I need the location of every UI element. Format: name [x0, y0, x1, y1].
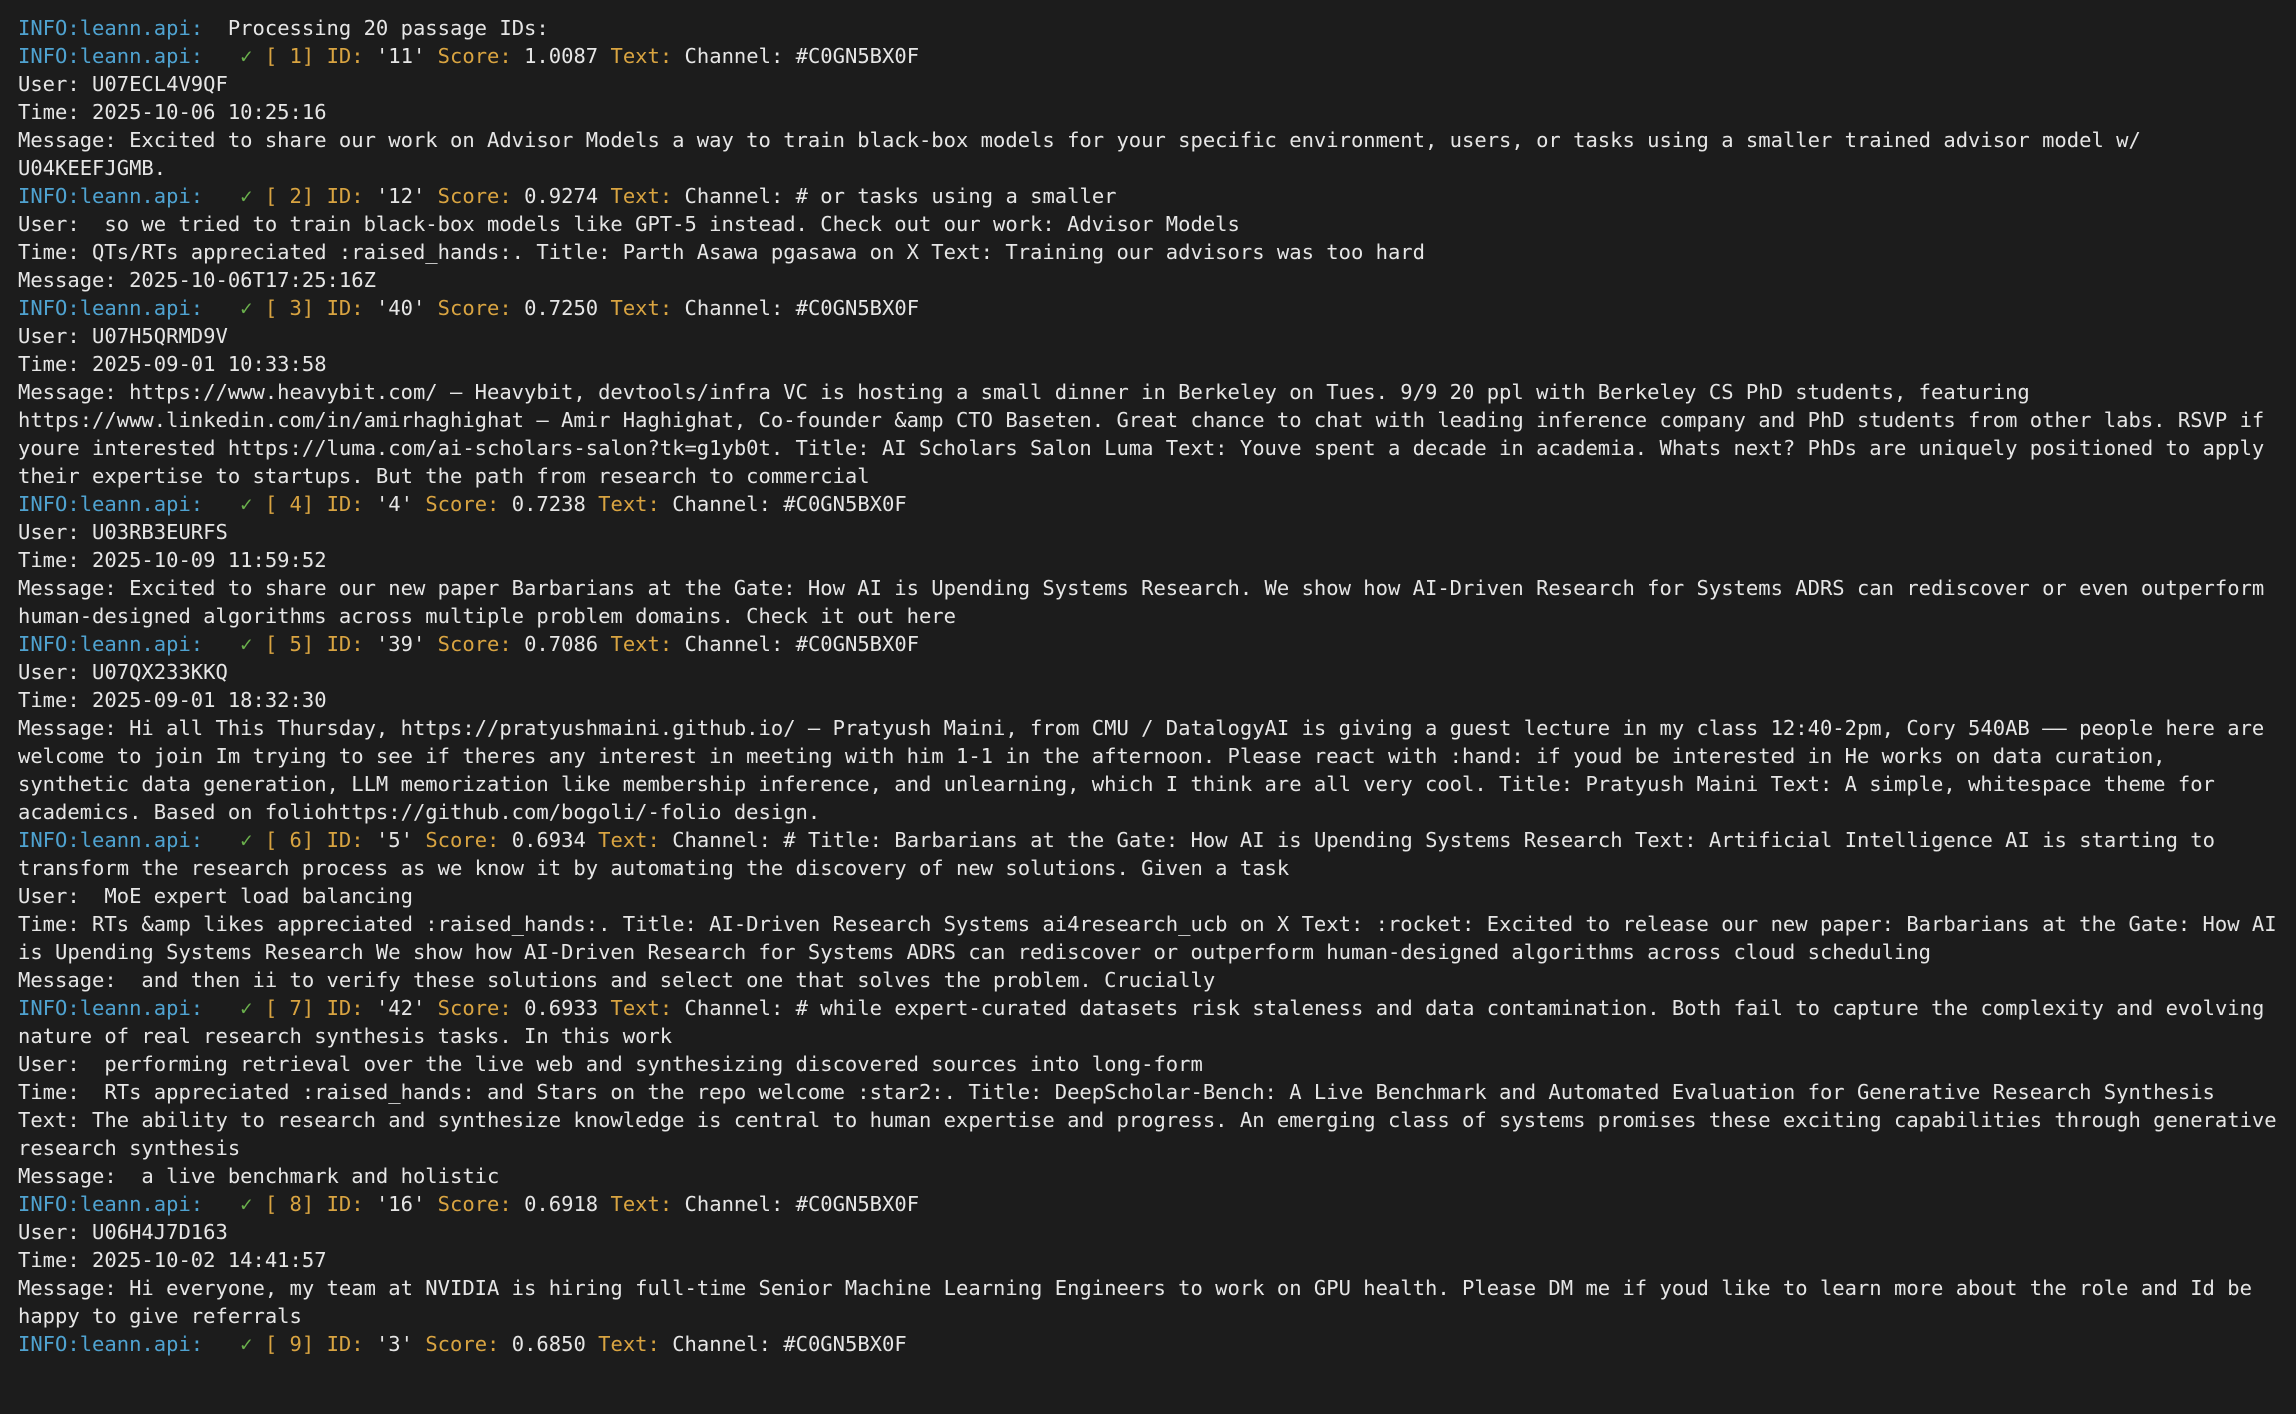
- log-segment: Time: 2025-10-09 11:59:52: [18, 548, 327, 572]
- log-line: [18, 98, 2278, 126]
- log-segment: User: performing retrieval over the live web and synthesizing discovered sources into long-form: [18, 1052, 1203, 1076]
- log-segment: ✓: [240, 1332, 253, 1356]
- log-segment: 0.6850: [499, 1332, 599, 1356]
- log-segment: '3': [363, 1332, 426, 1356]
- log-line: [18, 182, 2278, 210]
- log-segment: Message: Hi everyone, my team at NVIDIA is hiring full-time Senior Machine Learning Engineers to work on GPU health. Please DM me if youd like to learn more about the role and Id be happy to give referrals: [18, 1276, 2265, 1328]
- log-line: [18, 1330, 2278, 1358]
- log-segment: [314, 492, 326, 516]
- log-segment: Text:: [598, 1332, 660, 1356]
- log-line: [18, 966, 2278, 994]
- log-segment: '5': [363, 828, 426, 852]
- log-segment: Channel: #C0GN5BX0F: [672, 296, 920, 320]
- log-segment: [314, 828, 326, 852]
- log-segment: Score:: [425, 828, 500, 852]
- log-line: [18, 826, 2278, 882]
- log-line: [18, 1078, 2289, 1162]
- log-segment: Time: 2025-09-01 18:32:30: [18, 688, 327, 712]
- log-segment: Channel: # while expert-curated datasets risk staleness and data contamination. Both fail to capture the complexity and evolving nature of real research synthesis tasks. In this work: [18, 996, 2277, 1048]
- log-segment: [253, 828, 265, 852]
- log-line: [18, 882, 2278, 910]
- log-segment: ID:: [326, 1192, 364, 1216]
- log-segment: Text:: [610, 44, 673, 68]
- log-segment: 0.7238: [499, 492, 599, 516]
- log-segment: Text:: [598, 828, 660, 852]
- log-segment: [314, 1192, 326, 1216]
- log-line: [18, 42, 2278, 70]
- log-segment: ID:: [326, 996, 364, 1020]
- log-line: [18, 490, 2278, 518]
- log-line: [18, 1274, 2278, 1330]
- log-segment: ✓: [240, 996, 253, 1020]
- log-line: [18, 630, 2278, 658]
- log-segment: User: U07H5QRMD9V: [18, 324, 228, 348]
- log-segment: [203, 296, 240, 320]
- log-segment: [203, 492, 240, 516]
- log-segment: Time: 2025-09-01 10:33:58: [18, 352, 327, 376]
- log-segment: [314, 1332, 326, 1356]
- log-segment: ID:: [326, 184, 364, 208]
- log-line: [18, 1218, 2278, 1246]
- log-segment: [253, 1332, 265, 1356]
- log-segment: User: U03RB3EURFS: [18, 520, 228, 544]
- log-segment: ✓: [240, 184, 253, 208]
- log-line: [18, 126, 2278, 182]
- log-segment: Score:: [437, 632, 512, 656]
- log-segment: ✓: [240, 1192, 253, 1216]
- log-segment: Text:: [610, 296, 673, 320]
- log-segment: Text:: [598, 492, 660, 516]
- log-segment: ID:: [326, 296, 364, 320]
- log-line: [18, 658, 2278, 686]
- log-segment: Channel: #C0GN5BX0F: [672, 632, 920, 656]
- log-segment: [ 1]: [264, 44, 315, 68]
- log-segment: '42': [363, 996, 438, 1020]
- log-segment: [ 6]: [264, 828, 315, 852]
- log-segment: [ 4]: [264, 492, 315, 516]
- log-segment: Score:: [437, 296, 512, 320]
- log-segment: Message: and then ii to verify these solutions and select one that solves the problem. Crucially: [18, 968, 1216, 992]
- log-segment: Score:: [437, 996, 512, 1020]
- log-segment: Score:: [425, 492, 500, 516]
- log-segment: Channel: # Title: Barbarians at the Gate: How AI is Upending Systems Research Text: Artificial Intelligence AI is starting to transform the research process as we know it by automating the discovery of new solutions. Given a task: [18, 828, 2228, 880]
- log-segment: [203, 44, 240, 68]
- log-segment: Channel: #C0GN5BX0F: [672, 1192, 920, 1216]
- log-line: [18, 1050, 2278, 1078]
- log-segment: [253, 296, 265, 320]
- log-line: [18, 518, 2278, 546]
- log-segment: '12': [363, 184, 438, 208]
- log-line: [18, 1162, 2278, 1190]
- log-segment: Score:: [425, 1332, 500, 1356]
- log-segment: [ 3]: [264, 296, 315, 320]
- log-segment: [ 8]: [264, 1192, 315, 1216]
- log-segment: ✓: [240, 296, 253, 320]
- log-line: [18, 686, 2278, 714]
- log-segment: INFO:leann.api:: [18, 296, 204, 320]
- log-segment: Message: a live benchmark and holistic: [18, 1164, 500, 1188]
- log-segment: [314, 296, 326, 320]
- log-segment: [253, 1192, 265, 1216]
- log-segment: Time: QTs/RTs appreciated :raised_hands:. Title: Parth Asawa pgasawa on X Text: Training our advisors was too hard: [18, 240, 1425, 264]
- log-segment: INFO:leann.api:: [18, 44, 204, 68]
- log-line: [18, 546, 2278, 574]
- log-segment: [203, 1332, 240, 1356]
- log-segment: [ 2]: [264, 184, 315, 208]
- log-segment: Score:: [437, 1192, 512, 1216]
- log-segment: Channel: #C0GN5BX0F: [659, 492, 907, 516]
- log-segment: [203, 1192, 240, 1216]
- log-segment: Time: RTs appreciated :raised_hands: and Stars on the repo welcome :star2:. Title: DeepScholar-Bench: A Live Benchmark and Automated Evaluation for Generative Research Synthesis Text: The ability to research and synthesize knowledge is central to human expertise and progress. An emerging class of systems promises these exciting capabilities through generative research synthesis: [18, 1080, 2289, 1160]
- log-segment: Time: 2025-10-02 14:41:57: [18, 1248, 327, 1272]
- log-line: [18, 238, 2278, 266]
- log-segment: [203, 632, 240, 656]
- log-segment: Text:: [610, 1192, 673, 1216]
- log-segment: [314, 996, 326, 1020]
- log-line: [18, 266, 2278, 294]
- log-segment: User: U07QX233KKQ: [18, 660, 228, 684]
- log-segment: [253, 492, 265, 516]
- log-line: [18, 994, 2278, 1050]
- log-segment: Time: 2025-10-06 10:25:16: [18, 100, 327, 124]
- log-segment: User: U06H4J7D163: [18, 1220, 228, 1244]
- log-segment: User: so we tried to train black-box models like GPT-5 instead. Check out our work: Advisor Models: [18, 212, 1240, 236]
- log-segment: Channel: # or tasks using a smaller: [672, 184, 1117, 208]
- log-segment: Score:: [437, 44, 512, 68]
- log-line: [18, 714, 2278, 826]
- log-segment: Message: Excited to share our new paper Barbarians at the Gate: How AI is Upending Systems Research. We show how AI-Driven Research for Systems ADRS can rediscover or even outperform human-designed algorithms across multiple problem domains. Check it out here: [18, 576, 2277, 628]
- log-segment: Time: RTs &amp likes appreciated :raised_hands:. Title: AI-Driven Research Systems ai4research_ucb on X Text: :rocket: Excited to release our new paper: Barbarians at the Gate: How AI is Upending Systems Research We show how AI-Driven Research for Systems ADRS can rediscover or outperform human-designed algorithms across cloud scheduling: [18, 912, 2289, 964]
- log-segment: ✓: [240, 828, 253, 852]
- log-segment: Score:: [437, 184, 512, 208]
- log-segment: 1.0087: [511, 44, 611, 68]
- log-segment: 0.6933: [511, 996, 611, 1020]
- log-line: [18, 294, 2278, 322]
- log-segment: Channel: #C0GN5BX0F: [659, 1332, 907, 1356]
- log-segment: ID:: [326, 492, 364, 516]
- log-segment: Message: 2025-10-06T17:25:16Z: [18, 268, 376, 292]
- log-segment: 0.6934: [499, 828, 599, 852]
- log-segment: ID:: [326, 1332, 364, 1356]
- log-segment: INFO:leann.api:: [18, 828, 204, 852]
- log-segment: Message: https://www.heavybit.com/ — Heavybit, devtools/infra VC is hosting a small dinner in Berkeley on Tues. 9/9 20 ppl with Berkeley CS PhD students, featuring https://www.linkedin.com/in/amirhaghighat — Amir Haghighat, Co-founder &amp CTO Baseten. Great chance to chat with leading inference company and PhD students from other labs. RSVP if youre interested https://luma.com/ai-scholars-salon?tk=g1yb0t. Title: AI Scholars Salon Luma Text: Youve spent a decade in academia. Whats next? PhDs are uniquely positioned to apply their expertise to startups. But the path from research to commercial: [18, 380, 2277, 488]
- log-line: [18, 210, 2278, 238]
- log-segment: INFO:leann.api:: [18, 16, 204, 40]
- log-segment: [253, 996, 265, 1020]
- log-segment: Processing 20 passage IDs:: [203, 16, 549, 40]
- log-segment: User: MoE expert load balancing: [18, 884, 413, 908]
- log-segment: [203, 184, 240, 208]
- log-line: [18, 378, 2278, 490]
- log-segment: Text:: [610, 184, 673, 208]
- log-segment: [314, 184, 326, 208]
- log-segment: ID:: [326, 828, 364, 852]
- log-segment: [253, 44, 265, 68]
- log-segment: '4': [363, 492, 426, 516]
- log-segment: ID:: [326, 44, 364, 68]
- log-segment: INFO:leann.api:: [18, 1332, 204, 1356]
- log-segment: 0.6918: [511, 1192, 611, 1216]
- log-line: [18, 1246, 2278, 1274]
- log-segment: [ 9]: [264, 1332, 315, 1356]
- log-segment: [ 5]: [264, 632, 315, 656]
- log-segment: ✓: [240, 632, 253, 656]
- log-segment: [314, 632, 326, 656]
- log-segment: [253, 632, 265, 656]
- log-segment: Message: Excited to share our work on Advisor Models a way to train black-box models for your specific environment, users, or tasks using a smaller trained advisor model w/ U04KEEFJGMB.: [18, 128, 2154, 180]
- log-segment: '40': [363, 296, 438, 320]
- log-segment: [253, 184, 265, 208]
- log-segment: INFO:leann.api:: [18, 632, 204, 656]
- log-line: [18, 14, 2278, 42]
- log-segment: '16': [363, 1192, 438, 1216]
- log-segment: 0.9274: [511, 184, 611, 208]
- log-line: [18, 910, 2289, 966]
- log-segment: Text:: [610, 996, 673, 1020]
- log-segment: [314, 44, 326, 68]
- log-segment: INFO:leann.api:: [18, 492, 204, 516]
- log-line: [18, 574, 2278, 630]
- log-line: [18, 350, 2278, 378]
- log-segment: [203, 828, 240, 852]
- log-segment: Channel: #C0GN5BX0F: [672, 44, 920, 68]
- log-segment: INFO:leann.api:: [18, 184, 204, 208]
- log-segment: ✓: [240, 492, 253, 516]
- log-line: [18, 322, 2278, 350]
- log-segment: User: U07ECL4V9QF: [18, 72, 228, 96]
- log-segment: 0.7250: [511, 296, 611, 320]
- log-segment: [ 7]: [264, 996, 315, 1020]
- log-segment: INFO:leann.api:: [18, 996, 204, 1020]
- log-segment: Message: Hi all This Thursday, https://pratyushmaini.github.io/ — Pratyush Maini, from CMU / DatalogyAI is giving a guest lecture in my class 12:40-2pm, Cory 540AB —— people here are welcome to join Im trying to see if theres any interest in meeting with him 1-1 in the afternoon. Please react with :hand: if youd be interested in He works on data curation, synthetic data generation, LLM memorization like membership inference, and unlearning, which I think are all very cool. Title: Pratyush Maini Text: A simple, whitespace theme for academics. Based on foliohttps://github.com/bogoli/-folio design.: [18, 716, 2277, 824]
- log-segment: Text:: [610, 632, 673, 656]
- log-segment: 0.7086: [511, 632, 611, 656]
- log-segment: '11': [363, 44, 438, 68]
- log-segment: ✓: [240, 44, 253, 68]
- log-segment: INFO:leann.api:: [18, 1192, 204, 1216]
- log-segment: '39': [363, 632, 438, 656]
- log-segment: [203, 996, 240, 1020]
- log-segment: ID:: [326, 632, 364, 656]
- log-line: [18, 70, 2278, 98]
- log-line: [18, 1190, 2278, 1218]
